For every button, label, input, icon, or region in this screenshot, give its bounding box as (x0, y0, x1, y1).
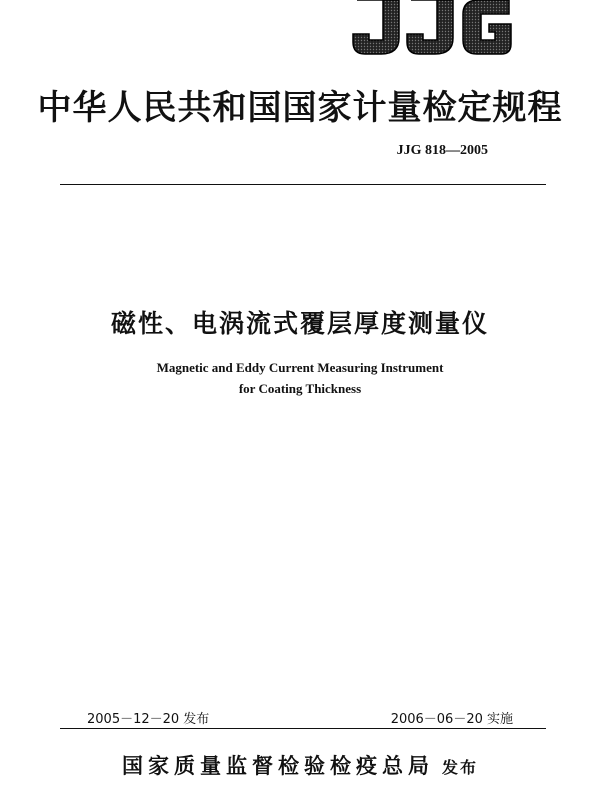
regulation-series-title: 中华人民共和国国家计量检定规程 (37, 88, 563, 128)
chinese-title: 磁性、电涡流式覆层厚度测量仪 (110, 309, 489, 338)
english-title-line2: for Coating Thickness (238, 381, 362, 396)
issue-date: 2005－12－20 发布 (87, 712, 210, 727)
issuer-name: 国家质量监督检验检疫总局 (121, 753, 434, 778)
jjg-logo (351, 0, 513, 56)
document-number: JJG 818—2005 (396, 143, 488, 158)
issuing-authority (0, 750, 600, 780)
jjg-logo-graphic (351, 0, 513, 56)
footer-divider (60, 728, 546, 729)
header-divider (60, 184, 546, 185)
implementation-date: 2006－06－20 实施 (390, 712, 513, 727)
issuer-verb: 发布 (441, 758, 478, 777)
english-title-line1: Magnetic and Eddy Current Measuring Instrument (156, 360, 444, 375)
